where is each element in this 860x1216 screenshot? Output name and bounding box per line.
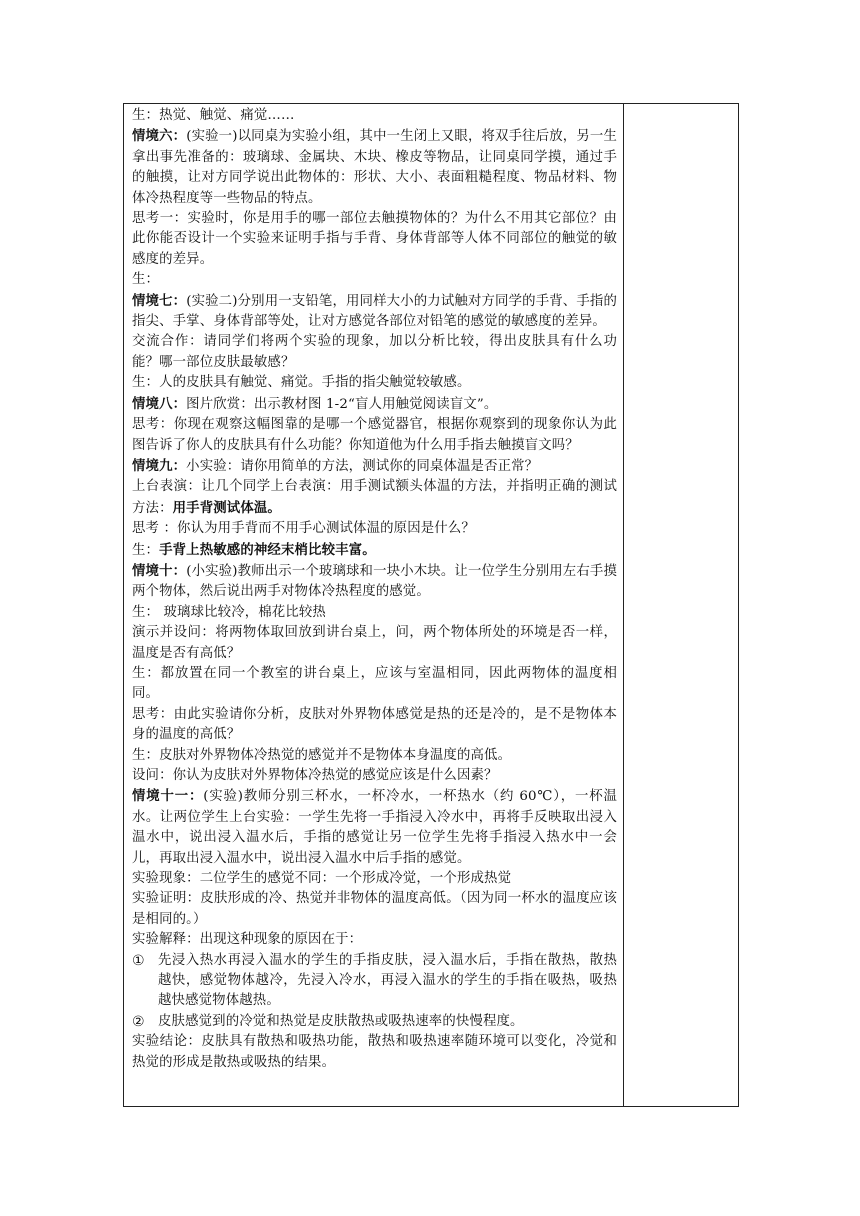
scenario-paragraph bbox=[132, 126, 617, 209]
scenario-text: 图片欣赏：出示教材图 1-2“盲人用触觉阅读盲文”。 bbox=[186, 396, 498, 412]
answer-paragraph bbox=[132, 477, 617, 519]
paragraph: 生：都放置在同一个教室的讲台桌上，应该与室温相同，因此两物体的温度相同。 bbox=[132, 665, 617, 702]
item-number: ② bbox=[132, 1013, 145, 1030]
notes-cell bbox=[623, 103, 739, 1107]
emphasized-answer: 手背上热敏感的神经末梢比较丰富。 bbox=[159, 541, 376, 558]
paragraph: 生：人的皮肤具有触觉、痛觉。手指的指尖触觉较敏感。 bbox=[132, 375, 471, 391]
lesson-content-cell bbox=[123, 103, 624, 1107]
item-text: 皮肤感觉到的冷觉和热觉是皮肤散热或吸热速率的快慢程度。 bbox=[158, 1013, 524, 1029]
scenario-label: 情境八： bbox=[132, 395, 187, 412]
paragraph: 生： 玻璃球比较冷，棉花比较热 bbox=[132, 604, 326, 620]
numbered-explanation-item bbox=[132, 1012, 617, 1032]
item-number: ① bbox=[132, 952, 145, 969]
scenario-text: (实验一)以同桌为实验小组，其中一生闭上又眼，将双手往后放，另一生拿出事先准备的：玻璃球、金属块、木块、橡皮等物品，让同桌同学摸，通过手的触摸，让对方同学说出此物体的：形状、大小、表面粗糙程度、物品材料、物体冷热程度等一些物品的特点。 bbox=[132, 129, 617, 206]
scenario-label: 情境九： bbox=[132, 457, 187, 474]
emphasized-answer: 用手背测试体温。 bbox=[172, 499, 281, 516]
paragraph: 思考一：实验时，你是用手的哪一部位去触摸物体的？为什么不用其它部位？由此你能否设计一个实验来证明手指与手背、身体背部等人体不同部位的触觉的敏感度的差异。 bbox=[132, 211, 617, 267]
paragraph-text: 上台表演：让几个同学上台表演：用手测试额头体温的方法，并指明正确的测试方法： bbox=[132, 479, 617, 516]
scenario-paragraph bbox=[132, 786, 617, 869]
paragraph: 生：热觉、触觉、痛觉…… bbox=[132, 108, 295, 123]
scenario-paragraph bbox=[132, 394, 617, 415]
scenario-text: (小实验)教师出示一个玻璃球和一块小木块。让一位学生分别用左右手摸两个物体，然后说出两手对物体冷热程度的感觉。 bbox=[132, 563, 617, 600]
paragraph: 思考 ：你认为用手背而不用手心测试体温的原因是什么？ bbox=[132, 521, 475, 537]
numbered-explanation-item bbox=[132, 951, 617, 1012]
paragraph: 实验解释：出现这种现象的原因在于： bbox=[132, 932, 363, 948]
scenario-label: 情境十： bbox=[132, 562, 187, 579]
scenario-text: (实验)教师分别三杯水，一杯冷水，一杯热水（约 60℃），一杯温水。让两位学生上台实验：一学生先将一手指浸入冷水中，再将手反映取出浸入温水中，说出浸入温水后，手指的感觉让另一位学生先将手指浸入热水中一会儿，再取出浸入温水中，说出浸入温水中后手指的感觉。 bbox=[132, 789, 618, 866]
paragraph: 思考：由此实验请你分析，皮肤对外界物体感觉是热的还是冷的，是不是物体本身的温度的高低？ bbox=[132, 706, 617, 743]
scenario-paragraph bbox=[132, 456, 617, 477]
paragraph: 交流合作：请同学们将两个实验的现象，加以分析比较，得出皮肤具有什么功能？哪一部位皮肤最敏感？ bbox=[132, 334, 617, 370]
paragraph: 实验结论：皮肤具有散热和吸热功能，散热和吸热速率随环境可以变化，冷觉和热觉的形成是散热或吸热的结果。 bbox=[132, 1034, 617, 1070]
scenario-text: 小实验：请你用简单的方法，测试你的同桌体温是否正常？ bbox=[186, 458, 539, 474]
paragraph: 生： bbox=[132, 272, 160, 288]
paragraph: 实验现象：二位学生的感觉不同：一个形成冷觉，一个形成热觉 bbox=[132, 871, 512, 887]
paragraph: 演示并设问：将两物体取回放到讲台桌上，问，两个物体所处的环境是否一样，温度是否有高低？ bbox=[132, 625, 617, 661]
paragraph: 实验证明：皮肤形成的冷、热觉并非物体的温度高低。（因为同一杯水的温度应该是相同的。） bbox=[132, 891, 617, 927]
scenario-paragraph bbox=[132, 561, 617, 603]
paragraph: 生：皮肤对外界物体冷热觉的感觉并不是物体本身温度的高低。 bbox=[132, 747, 512, 763]
paragraph-text: 生： bbox=[132, 542, 160, 558]
scenario-label: 情境十一： bbox=[132, 788, 204, 805]
scenario-text: (实验二)分别用一支铅笔，用同样大小的力试触对方同学的手背、手指的指尖、手掌、身体背部等处，让对方感觉各部位对铅笔的感觉的敏感度的差异。 bbox=[132, 293, 617, 330]
scenario-paragraph bbox=[132, 291, 617, 333]
scenario-label: 情境六： bbox=[132, 128, 187, 145]
scenario-label: 情境七： bbox=[132, 292, 187, 309]
item-text: 先浸入热水再浸入温水的学生的手指皮肤，浸入温水后，手指在散热，散热越快，感觉物体越冷，先浸入冷水，再浸入温水的学生的手指在吸热，吸热越快感觉物体越热。 bbox=[158, 952, 617, 1009]
paragraph: 思考：你现在观察这幅图靠的是哪一个感觉器官，根据你观察到的现象你认为此图告诉了你人的皮肤具有什么功能？你知道他为什么用手指去触摸盲文吗？ bbox=[132, 417, 617, 453]
paragraph: 设问：你认为皮肤对外界物体冷热觉的感觉应该是什么因素？ bbox=[132, 768, 498, 783]
answer-paragraph bbox=[132, 540, 617, 561]
